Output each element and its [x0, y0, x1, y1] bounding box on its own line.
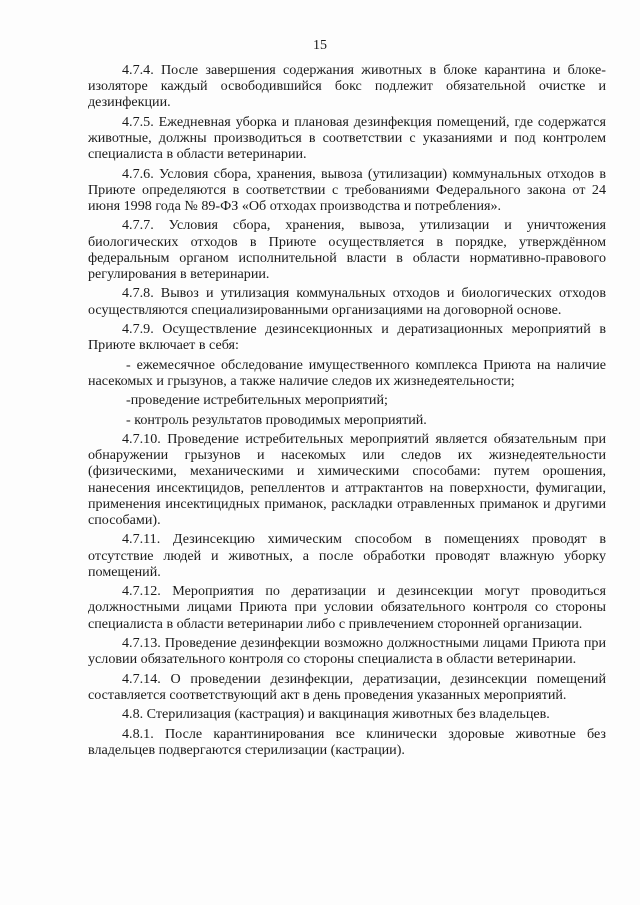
paragraph-4-7-6: 4.7.6. Условия сбора, хранения, вывоза (утилизации) коммунальных отходов в Приюте определяются в соответствии с требованиями Федерального закона от 24 июня 1998 года № 89-ФЗ «Об отходах производства и потребления».	[88, 165, 606, 214]
paragraph-4-7-13: 4.7.13. Проведение дезинфекции возможно должностными лицами Приюта при условии обязательного контроля со стороны специалиста в области ветеринарии.	[88, 634, 606, 668]
paragraph-4-7-8: 4.7.8. Вывоз и утилизация коммунальных отходов и биологических отходов осуществляются специализированными организациями на договорной основе.	[88, 285, 606, 318]
paragraph-4-7-5: 4.7.5. Ежедневная уборка и плановая дезинфекция помещений, где содержатся животные, должны производиться в соответствии с указаниями и под контролем специалиста в области ветеринарии.	[88, 113, 606, 163]
list-item-extermination: -проведение истребительных мероприятий;	[126, 392, 388, 409]
document-body	[88, 62, 606, 761]
paragraph-4-7-9: 4.7.9. Осуществление дезинсекционных и дератизационных мероприятий в Приюте включает в себя:	[88, 320, 606, 354]
page-number: 15	[313, 38, 327, 53]
list-item-monthly-inspection: - ежемесячное обследование имущественного комплекса Приюта на наличие насекомых и грызунов, а также наличие следов их жизнедеятельности;	[88, 356, 606, 389]
paragraph-4-7-4: 4.7.4. После завершения содержания животных в блоке карантина и блоке-изоляторе каждый освободившийся бокс подлежит обязательной очистке и дезинфекции.	[88, 62, 606, 111]
list-item-results-control: - контроль результатов проводимых мероприятий.	[126, 411, 427, 428]
paragraph-4-7-12: 4.7.12. Мероприятия по дератизации и дезинсекции могут проводиться должностными лицами Приюта при условии обязательного контроля со стороны специалиста в области ветеринарии либо с привлечением сторонней организации.	[88, 583, 606, 632]
paragraph-4-7-7: 4.7.7. Условия сбора, хранения, вывоза, утилизации и уничтожения биологических отходов в Приюте осуществляется в порядке, утверждённом федеральным органом исполнительной власти в области нормативно-правового регулирования в ветеринарии.	[88, 217, 606, 282]
paragraph-4-7-14: 4.7.14. О проведении дезинфекции, дератизации, дезинсекции помещений составляется соответствующий акт в день проведения указанных мероприятий.	[88, 670, 606, 703]
section-heading-4-8: 4.8. Стерилизация (кастрация) и вакцинация животных без владельцев.	[122, 706, 550, 723]
paragraph-4-7-11: 4.7.11. Дезинсекцию химическим способом в помещениях проводят в отсутствие людей и животных, а после обработки проводят влажную уборку помещений.	[88, 531, 606, 580]
paragraph-4-8-1: 4.8.1. После карантинирования все клинически здоровые животные без владельцев подвергаются стерилизации (кастрации).	[88, 725, 606, 758]
paragraph-4-7-10: 4.7.10. Проведение истребительных мероприятий является обязательным при обнаружении грызунов и насекомых или следов их жизнедеятельности (физическими, механическими и химическими способами: путем орошения, нанесения инсектицидов, репеллентов и аттрактантов на поверхности, фумигации, применения инсектицидных приманок, раскладки отравленных приманок и другими способами).	[88, 430, 606, 528]
